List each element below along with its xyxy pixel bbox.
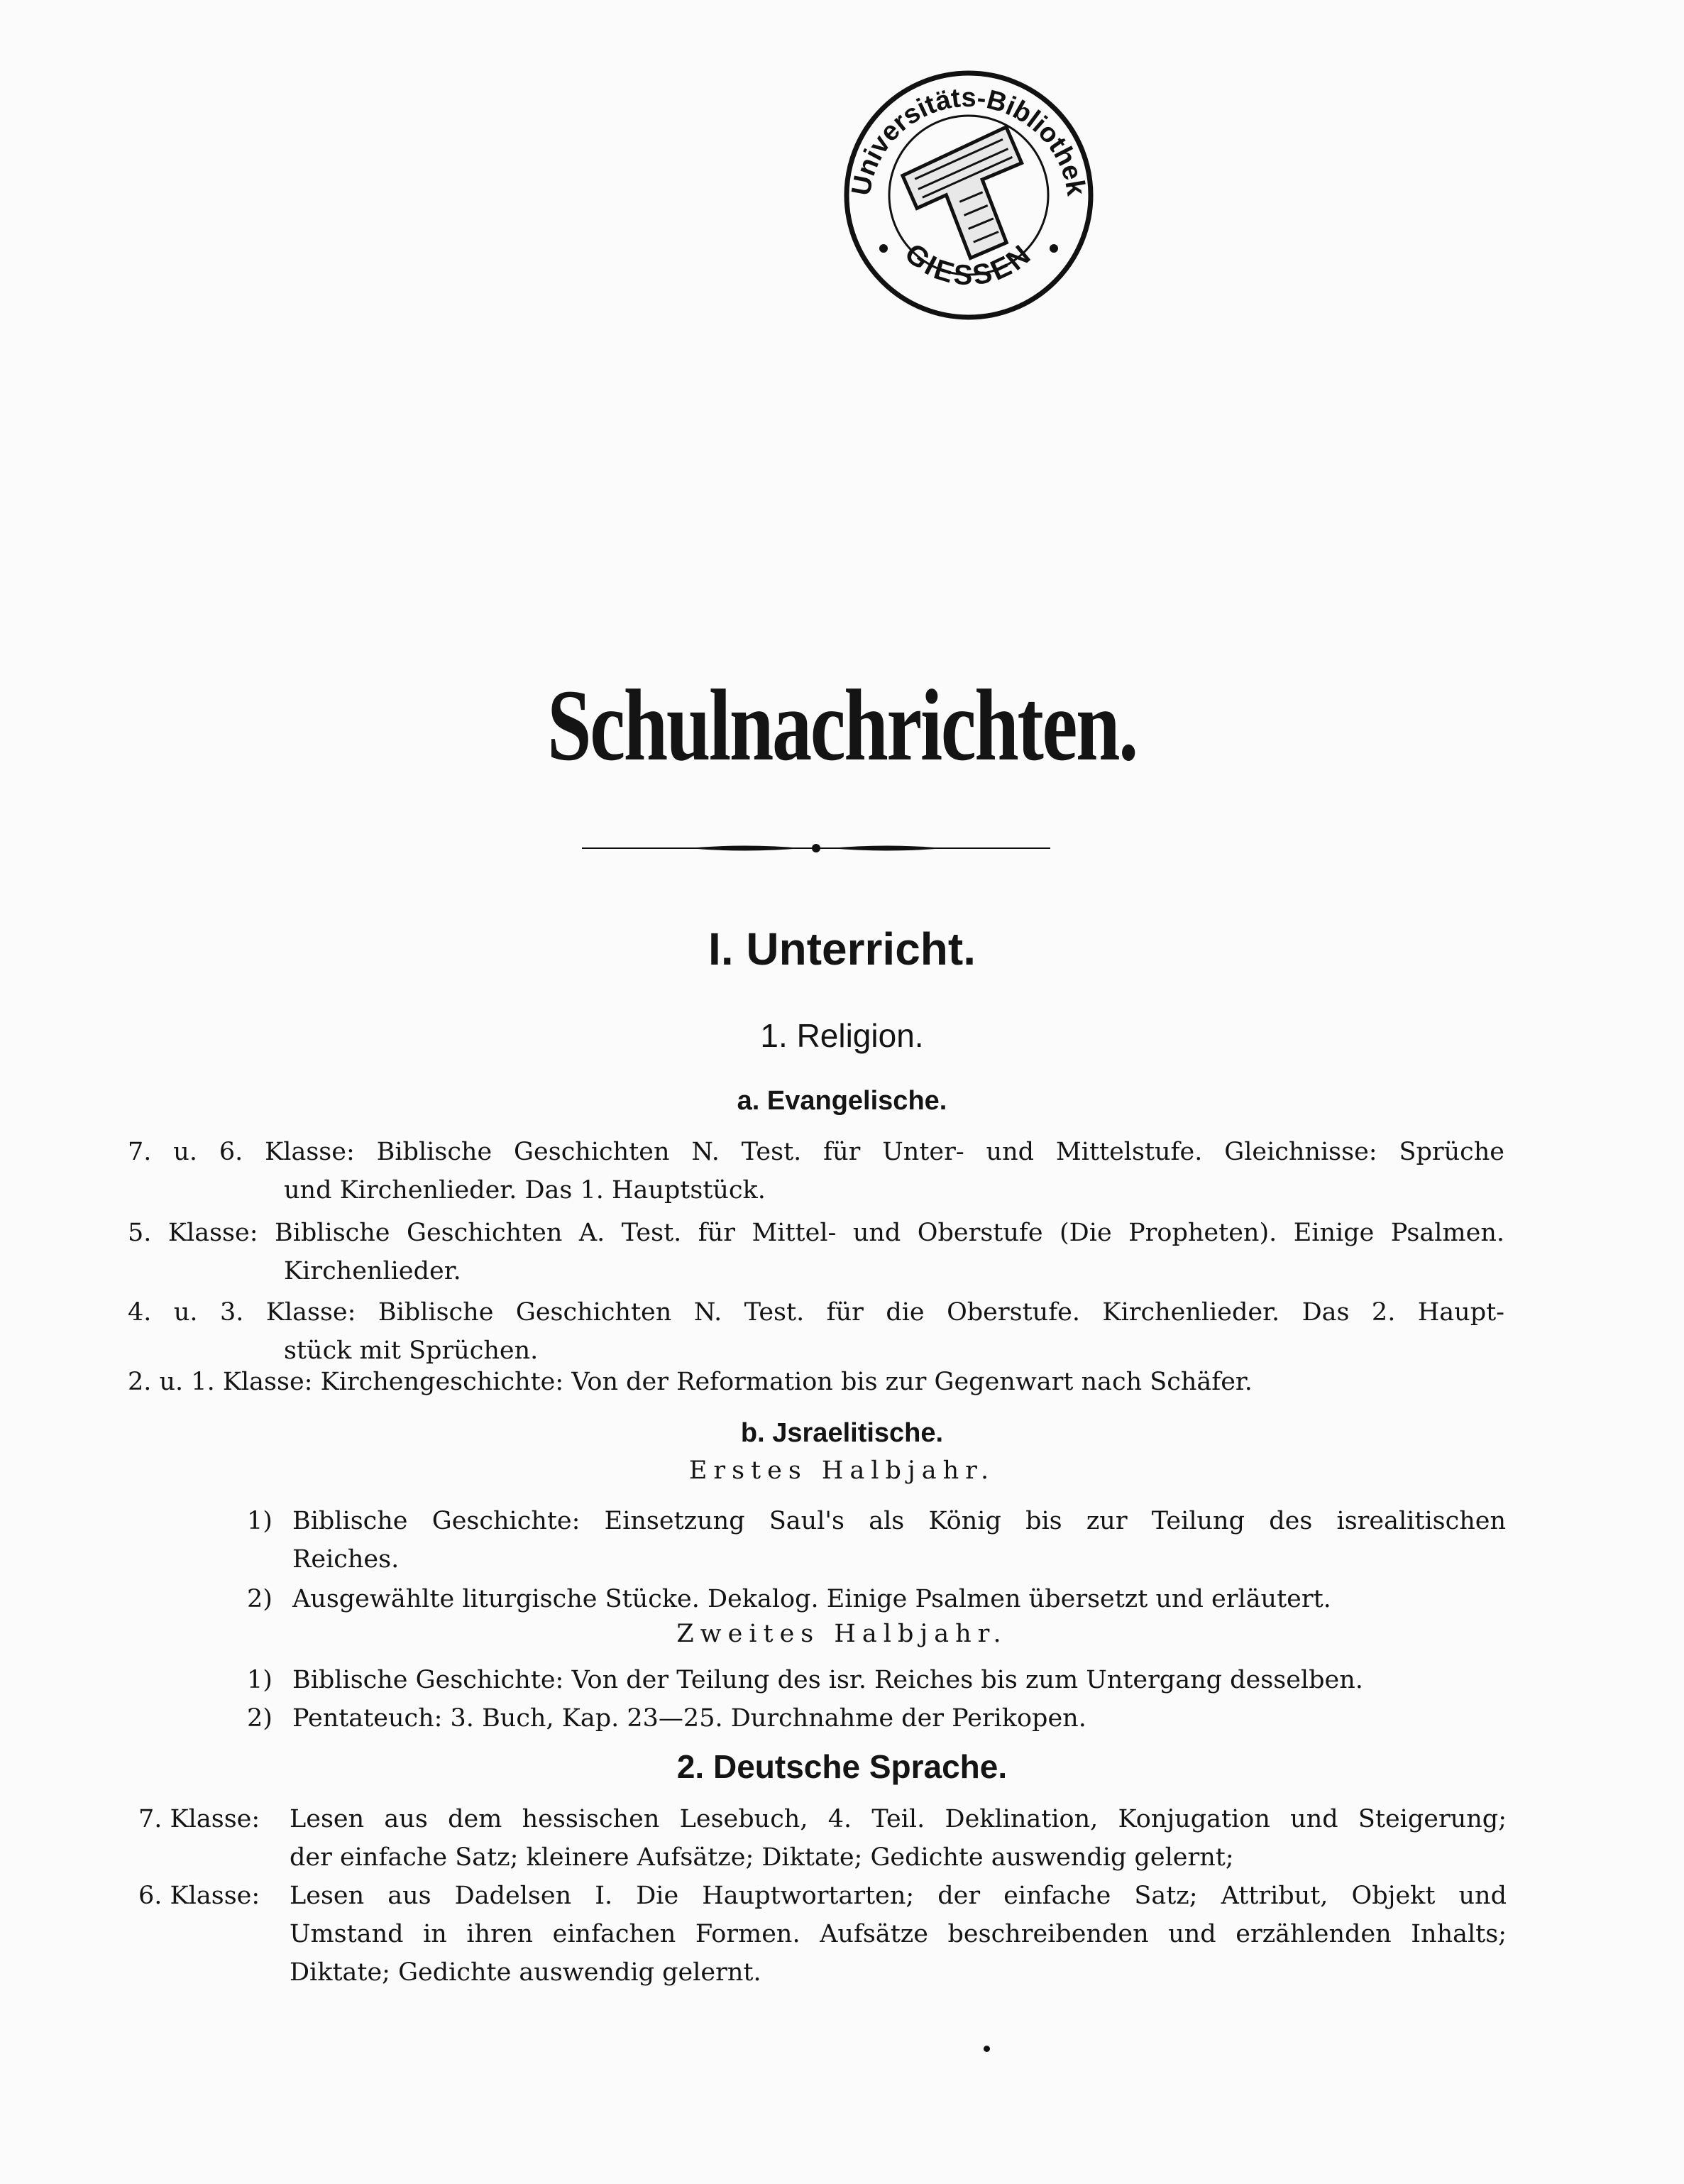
section-heading: I. Unterricht.: [708, 923, 976, 975]
item-number: 2): [247, 1585, 273, 1613]
deutsch-heading: 2. Deutsche Sprache.: [676, 1748, 1008, 1785]
evangelisch-heading: a. Evangelische.: [737, 1086, 947, 1116]
list-item: Biblische Geschichte: Von der Teilung des isr. Reiches bis zum Untergang desselben.: [292, 1666, 1363, 1694]
stamp-text-top: Universitäts-Bibliothek: [846, 82, 1091, 198]
religion-heading: 1. Religion.: [760, 1017, 924, 1054]
list-item: Ausgewählte liturgische Stücke. Dekalog. Einige Psalmen übersetzt und erläutert.: [292, 1585, 1331, 1613]
item-number: 1): [247, 1666, 273, 1694]
evangelisch-entry: 4. u. 3. Klasse: Biblische Geschichten N. Test. für die Oberstufe. Kirchenlieder. Das 2. Haupt- stück mit Sprüchen.: [128, 1298, 1504, 1365]
page-mark: [984, 2046, 990, 2052]
item-number: 1): [247, 1507, 273, 1535]
halbjahr-heading: Zweites Halbjahr.: [676, 1620, 1008, 1648]
halbjahr-heading: Erstes Halbjahr.: [688, 1456, 996, 1485]
evangelisch-entry: 2. u. 1. Klasse: Kirchengeschichte: Von der Reformation bis zur Gegenwart nach Schäfer.: [128, 1368, 1253, 1396]
deutsch-entry: Lesen aus Dadelsen I. Die Hauptwortarten; der einfache Satz; Attribut, Objekt und Umstand in ihren einfachen Formen. Aufsätze beschreibenden und erzählenden Inhalts; Diktate; Gedichte auswendig gelernt.: [290, 1882, 1507, 1987]
list-item: Biblische Geschichte: Einsetzung Saul's als König bis zur Teilung des isrealitischen Reiches.: [292, 1507, 1506, 1574]
ornamental-divider: [582, 838, 1050, 859]
class-label: 7. Klasse:: [138, 1805, 260, 1833]
evangelisch-entry: 7. u. 6. Klasse: Biblische Geschichten N. Test. für Unter- und Mittelstufe. Gleichnisse: Sprüche und Kirchenlieder. Das 1. Hauptstück.: [128, 1138, 1504, 1205]
deutsch-entry: Lesen aus dem hessischen Lesebuch, 4. Teil. Deklination, Konjugation und Steigerung; der einfache Satz; kleinere Aufsätze; Diktate; Gedichte auswendig gelernt;: [290, 1805, 1507, 1872]
page-title: Schulnachrichten.: [547, 669, 1137, 782]
evangelisch-entry: 5. Klasse: Biblische Geschichten A. Test. für Mittel- und Oberstufe (Die Propheten). Einige Psalmen. Kirchenlieder.: [128, 1219, 1504, 1285]
israelitisch-heading: b. Jsraelitische.: [740, 1418, 944, 1448]
stamp-text-bottom: GIESSEN: [898, 237, 1039, 292]
list-item: Pentateuch: 3. Buch, Kap. 23—25. Durchnahme der Perikopen.: [292, 1704, 1086, 1733]
item-number: 2): [247, 1704, 273, 1733]
class-label: 6. Klasse:: [138, 1882, 260, 1910]
library-stamp: [837, 64, 1100, 326]
